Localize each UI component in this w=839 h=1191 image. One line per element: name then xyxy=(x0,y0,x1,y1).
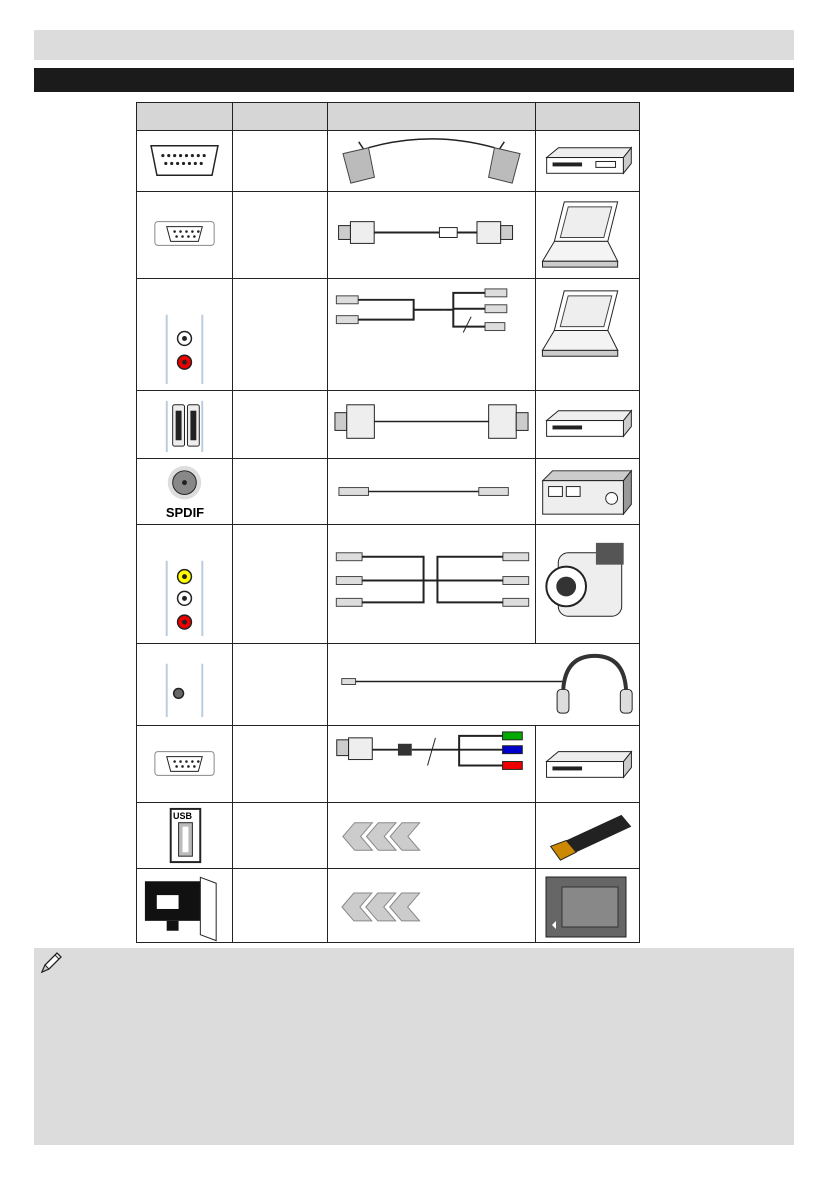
type-cell xyxy=(233,525,328,643)
hdmi-sockets-icon xyxy=(137,391,233,458)
vga-socket-icon xyxy=(137,192,233,278)
coaxial-cable-icon xyxy=(328,459,536,524)
insert-arrows-icon xyxy=(328,803,536,868)
section-title-bar xyxy=(34,68,794,92)
type-cell xyxy=(233,869,328,942)
spdif-label: SPDIF xyxy=(165,505,205,520)
headphones-icon xyxy=(557,656,632,713)
type-cell xyxy=(233,192,328,278)
cam-module-icon xyxy=(536,869,639,942)
type-cell xyxy=(233,130,328,191)
ci-slot-icon xyxy=(137,869,233,942)
usb-stick-icon xyxy=(536,803,639,868)
type-cell xyxy=(233,803,328,868)
vga-to-component-cable-icon xyxy=(328,726,536,802)
header-device xyxy=(536,103,639,130)
audio-rca-minijack-cable-icon xyxy=(328,279,536,390)
table-row xyxy=(137,391,639,459)
table-row xyxy=(137,644,639,726)
table-row xyxy=(137,803,639,869)
top-header-bar xyxy=(34,30,794,60)
scart-cable-icon xyxy=(328,130,536,191)
dvd-recorder-icon xyxy=(536,726,639,802)
ypbpr-vga-socket-icon xyxy=(137,726,233,802)
table-header xyxy=(137,103,639,131)
note-box xyxy=(34,948,794,1145)
connections-table xyxy=(136,102,640,943)
insert-arrows-icon xyxy=(328,869,536,942)
headphone-jack-icon xyxy=(137,644,233,725)
type-cell xyxy=(233,726,328,802)
scart-socket-icon xyxy=(137,130,233,191)
hdmi-cable-icon xyxy=(328,391,536,458)
table-row xyxy=(137,525,639,644)
spdif-socket-icon xyxy=(137,459,233,524)
av-rca-cable-icon xyxy=(328,525,536,643)
laptop-icon xyxy=(536,192,639,278)
type-cell xyxy=(233,279,328,390)
usb-label: USB xyxy=(173,811,193,821)
table-row xyxy=(137,192,639,279)
type-cell xyxy=(233,459,328,524)
usb-socket-icon xyxy=(137,803,233,868)
headphone-cable-icon xyxy=(328,644,639,725)
vga-cable-icon xyxy=(328,192,536,278)
dvd-recorder-icon xyxy=(536,130,639,191)
dvd-recorder-icon xyxy=(536,391,639,458)
type-cell xyxy=(233,391,328,458)
av-jacks-icon xyxy=(137,525,233,643)
header-connector xyxy=(137,103,233,130)
table-row xyxy=(137,459,639,525)
camcorder-icon xyxy=(536,525,639,643)
table-row xyxy=(137,869,639,942)
type-cell xyxy=(233,644,328,725)
pencil-icon xyxy=(38,950,64,976)
audio-lr-jacks-icon xyxy=(137,279,233,390)
table-row xyxy=(137,130,639,192)
header-cables xyxy=(328,103,536,130)
header-type xyxy=(233,103,328,130)
laptop-icon xyxy=(536,279,639,390)
table-row xyxy=(137,726,639,803)
amplifier-icon xyxy=(536,459,639,524)
table-row xyxy=(137,279,639,391)
